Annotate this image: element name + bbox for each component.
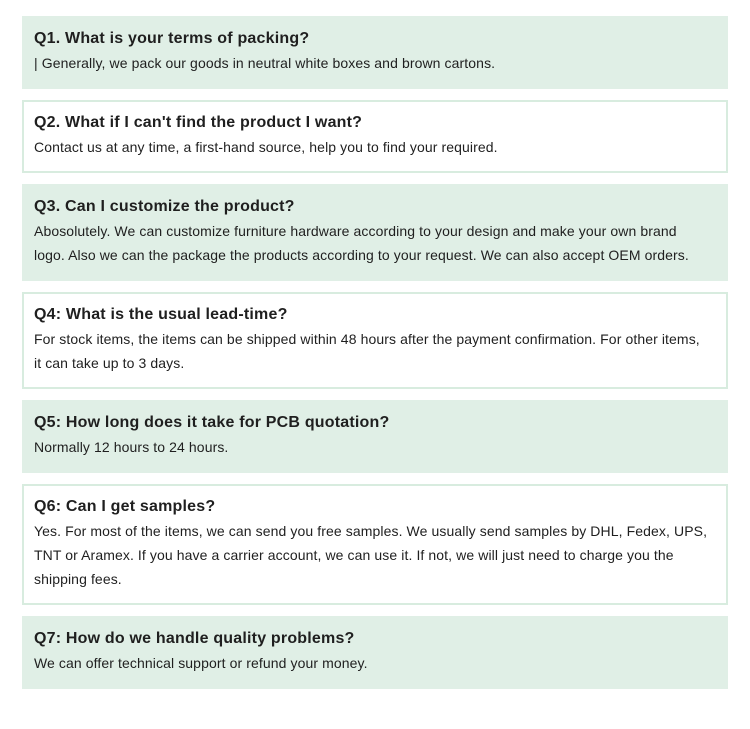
faq-item-q7 (22, 616, 728, 689)
faq-item-q4 (22, 292, 728, 389)
faq-answer: We can offer technical support or refund your money. (34, 655, 368, 671)
faq-answer: | Generally, we pack our goods in neutral white boxes and brown cartons. (34, 55, 496, 71)
faq-answer: For stock items, the items can be shipped within 48 hours after the payment confirmation. For other items, it can take up to 3 days. (34, 331, 700, 371)
faq-list (22, 16, 728, 689)
faq-question: Q6: Can I get samples? (34, 498, 216, 515)
faq-item-q6 (22, 484, 728, 605)
faq-question: Q5: How long does it take for PCB quotation? (34, 414, 390, 431)
faq-answer: Contact us at any time, a first-hand source, help you to find your required. (34, 139, 498, 155)
faq-answer: Abosolutely. We can customize furniture hardware according to your design and make your own brand logo. Also we can the package the products according to your request. We can also accept OEM orders. (34, 223, 689, 263)
faq-question: Q4: What is the usual lead-time? (34, 306, 288, 323)
faq-answer: Yes. For most of the items, we can send you free samples. We usually send samples by DHL, Fedex, UPS, TNT or Aramex. If you have a carrier account, we can use it. If not, we will just need to charge you the shipping fees. (34, 523, 708, 587)
faq-item-q3 (22, 184, 728, 281)
faq-item-q2 (22, 100, 728, 173)
faq-question: Q2. What if I can't find the product I want? (34, 114, 363, 131)
faq-item-q1 (22, 16, 728, 89)
faq-question: Q7: How do we handle quality problems? (34, 630, 355, 647)
faq-answer: Normally 12 hours to 24 hours. (34, 439, 229, 455)
faq-item-q5 (22, 400, 728, 473)
faq-question: Q3. Can I customize the product? (34, 198, 295, 215)
faq-question: Q1. What is your terms of packing? (34, 30, 310, 47)
